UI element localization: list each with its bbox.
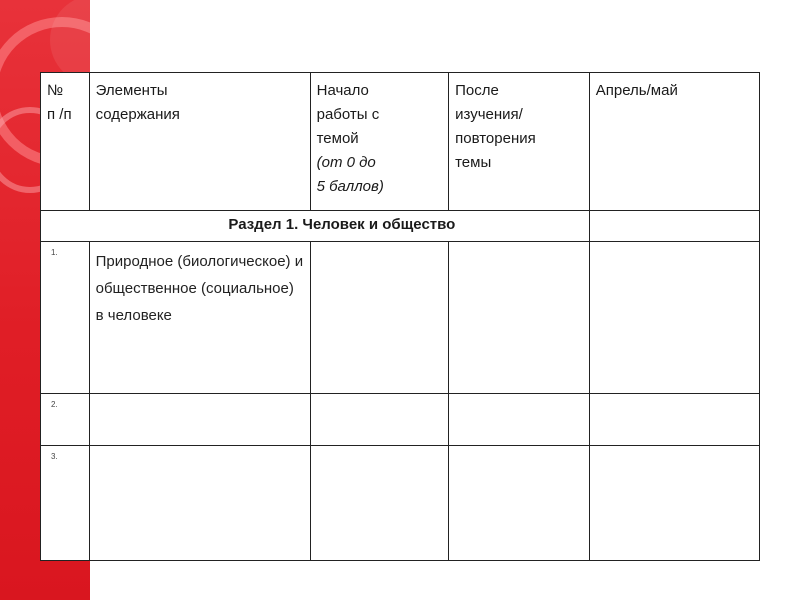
table-row [41,446,760,561]
row-after-cell[interactable] [449,394,590,446]
row-start-cell[interactable] [310,242,449,394]
row-num: 3. [41,446,90,561]
header-after: После изучения/ повторения темы [449,73,590,211]
section-row [41,211,760,242]
table-header-row [41,73,760,211]
row-after-cell[interactable] [449,446,590,561]
row-april-cell[interactable] [589,394,759,446]
row-element[interactable] [89,446,310,561]
table-row [41,394,760,446]
row-start-cell[interactable] [310,446,449,561]
row-april-cell[interactable] [589,446,759,561]
row-element[interactable] [89,394,310,446]
table-row [41,242,760,394]
header-start: Начало работы с темой (от 0 до 5 баллов) [310,73,449,211]
row-element: Природное (биологическое) и общественное (социальное) в человеке [89,242,310,394]
assessment-table-container [40,72,760,557]
section-title: Раздел 1. Человек и общество [41,211,590,242]
row-start-cell[interactable] [310,394,449,446]
header-april: Апрель/май [589,73,759,211]
header-elements: Элементы содержания [89,73,310,211]
assessment-table [40,72,760,561]
row-num: 1. [41,242,90,394]
header-num: № п /п [41,73,90,211]
section-empty-cell [589,211,759,242]
row-april-cell[interactable] [589,242,759,394]
row-after-cell[interactable] [449,242,590,394]
row-num: 2. [41,394,90,446]
